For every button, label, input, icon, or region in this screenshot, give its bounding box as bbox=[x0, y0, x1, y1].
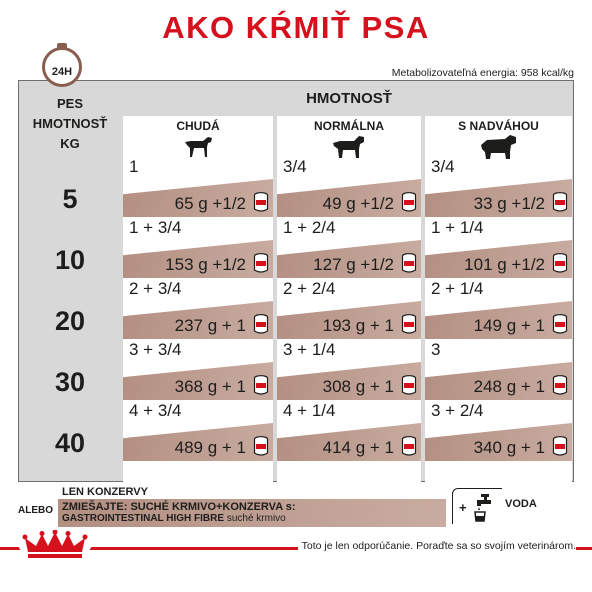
dry-food-cups: 2 + 3/4 bbox=[129, 279, 182, 298]
dry-food-cups: 3/4 bbox=[431, 157, 455, 176]
brand-logo bbox=[14, 530, 96, 564]
can-icon bbox=[552, 253, 568, 273]
can-icon bbox=[253, 314, 269, 334]
can-icon bbox=[401, 253, 417, 273]
can-icon bbox=[401, 436, 417, 456]
can-amount: 101 g +1/2 bbox=[464, 255, 545, 274]
can-icon bbox=[552, 192, 568, 212]
table-row bbox=[277, 339, 421, 400]
legend-mix-line-2 bbox=[62, 513, 442, 525]
dry-food-cups: 3 + 2/4 bbox=[431, 401, 484, 420]
left-header-line-1: PES bbox=[56, 96, 83, 111]
can-amount: 340 g + 1 bbox=[473, 438, 545, 457]
legend-mix-product: GASTROINTESTINAL HIGH FIBRE bbox=[62, 513, 225, 524]
column-thin bbox=[123, 116, 273, 482]
table-row bbox=[425, 156, 572, 217]
table-row bbox=[123, 156, 273, 217]
dry-food-cups: 4 + 3/4 bbox=[129, 401, 182, 420]
can-icon bbox=[401, 375, 417, 395]
dry-food-cups: 4 + 1/4 bbox=[283, 401, 336, 420]
weight-kg-label: 20 bbox=[54, 306, 86, 336]
table-row bbox=[277, 156, 421, 217]
can-icon bbox=[253, 375, 269, 395]
table-row bbox=[123, 217, 273, 278]
table-row bbox=[277, 400, 421, 461]
table-row bbox=[425, 217, 572, 278]
can-icon bbox=[401, 192, 417, 212]
can-icon bbox=[552, 375, 568, 395]
energy-info: Metabolizovateľná energia: 958 kcal/kg bbox=[391, 67, 574, 79]
left-header-line-3: KG bbox=[60, 136, 80, 151]
water-tap-icon bbox=[455, 490, 501, 524]
can-amount: 414 g + 1 bbox=[322, 438, 394, 457]
legend-water: VODA bbox=[505, 498, 537, 510]
footer-disclaimer: Toto je len odporúčanie. Poraďte sa so svojím veterinárom. bbox=[298, 540, 576, 552]
table-row bbox=[123, 339, 273, 400]
column-overweight bbox=[425, 116, 572, 482]
dry-food-cups: 2 + 1/4 bbox=[431, 279, 484, 298]
can-icon bbox=[552, 314, 568, 334]
water-box bbox=[452, 488, 502, 524]
can-icon bbox=[401, 314, 417, 334]
table-row bbox=[425, 400, 572, 461]
can-amount: 308 g + 1 bbox=[322, 377, 394, 396]
can-icon bbox=[253, 192, 269, 212]
dry-food-cups: 3 bbox=[431, 340, 441, 359]
column-header-thin: CHUDÁ bbox=[176, 119, 220, 133]
can-amount: 489 g + 1 bbox=[174, 438, 246, 457]
page-title: AKO KŔMIŤ PSA bbox=[162, 10, 430, 45]
can-icon bbox=[253, 253, 269, 273]
column-header-normal: NORMÁLNA bbox=[314, 119, 384, 133]
table-row bbox=[425, 278, 572, 339]
can-amount: 237 g + 1 bbox=[174, 316, 246, 335]
dry-food-cups: 1 + 1/4 bbox=[431, 218, 484, 237]
legend-mix-suffix: suché krmivo bbox=[226, 513, 286, 524]
dry-food-cups: 1 + 2/4 bbox=[283, 218, 336, 237]
table-row bbox=[277, 278, 421, 339]
left-header bbox=[18, 94, 122, 154]
dry-food-cups: 3 + 3/4 bbox=[129, 340, 182, 359]
table-row bbox=[123, 278, 273, 339]
table-row bbox=[277, 217, 421, 278]
can-amount: 149 g + 1 bbox=[473, 316, 545, 335]
weight-kg-label: 30 bbox=[54, 367, 86, 397]
can-amount: 65 g +1/2 bbox=[174, 194, 246, 213]
dry-food-cups: 3 + 1/4 bbox=[283, 340, 336, 359]
column-normal bbox=[277, 116, 421, 482]
weight-kg-label: 5 bbox=[62, 184, 78, 214]
legend-only-cans: LEN KONZERVY bbox=[62, 486, 148, 498]
can-amount: 33 g +1/2 bbox=[473, 194, 545, 213]
can-amount: 193 g + 1 bbox=[322, 316, 394, 335]
legend-mix-line-1: ZMIEŠAJTE: SUCHÉ KRMIVO+KONZERVA s: bbox=[62, 501, 296, 513]
can-icon bbox=[552, 436, 568, 456]
clock-24h-icon bbox=[42, 47, 82, 87]
table-row bbox=[123, 400, 273, 461]
svg-text:+: + bbox=[459, 500, 467, 515]
can-amount: 153 g +1/2 bbox=[165, 255, 246, 274]
dry-food-cups: 2 + 2/4 bbox=[283, 279, 336, 298]
dry-food-cups: 1 + 3/4 bbox=[129, 218, 182, 237]
table-row bbox=[425, 339, 572, 400]
crown-logo-icon bbox=[14, 530, 96, 564]
can-amount: 248 g + 1 bbox=[473, 377, 545, 396]
column-header-overweight: S NADVÁHOU bbox=[458, 119, 539, 133]
dry-food-cups: 1 bbox=[129, 157, 139, 176]
left-header-line-2: HMOTNOSŤ bbox=[32, 116, 108, 131]
legend-or: ALEBO bbox=[18, 505, 53, 516]
can-amount: 49 g +1/2 bbox=[322, 194, 394, 213]
weight-kg-label: 40 bbox=[54, 428, 86, 458]
dry-food-cups: 3/4 bbox=[283, 157, 307, 176]
weight-kg-label: 10 bbox=[54, 245, 86, 275]
can-icon bbox=[253, 436, 269, 456]
weight-condition-header: HMOTNOSŤ bbox=[306, 90, 392, 107]
can-amount: 127 g +1/2 bbox=[313, 255, 394, 274]
can-amount: 368 g + 1 bbox=[174, 377, 246, 396]
legend-mix bbox=[58, 499, 446, 527]
clock-label: 24H bbox=[51, 66, 73, 78]
clock-notch bbox=[57, 43, 67, 49]
